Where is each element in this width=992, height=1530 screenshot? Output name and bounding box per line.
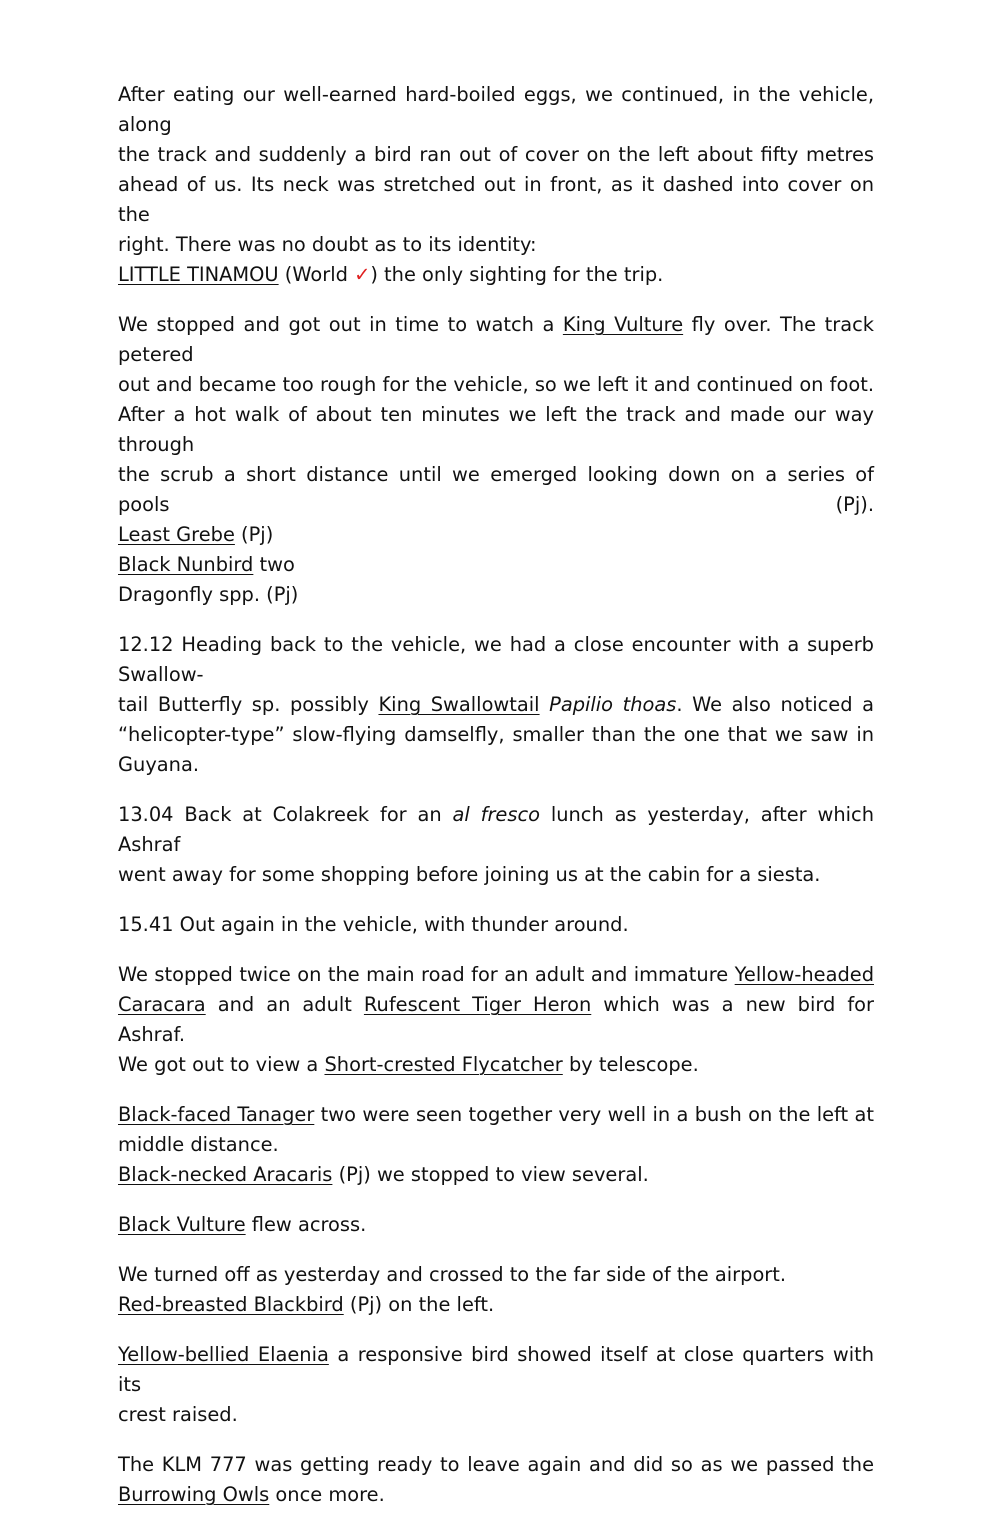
- text-line: [118, 1100, 874, 1130]
- text-line: [118, 1160, 874, 1190]
- text-line: out and became too rough for the vehicle, so we left it and continued on foot.: [118, 373, 874, 396]
- text-fragment: ) the only sighting for the trip.: [370, 263, 664, 286]
- text-line: the scrub a short distance until we emerged looking down on a series of pools (Pj).: [118, 463, 874, 516]
- text-line: We turned off as yesterday and crossed to the far side of the airport.: [118, 1263, 787, 1286]
- species-name: Short-crested Flycatcher: [324, 1053, 563, 1076]
- tick-icon: ✓: [354, 263, 371, 286]
- species-name: King Swallowtail: [378, 693, 540, 716]
- text-fragment: (Pj): [234, 523, 274, 546]
- paragraph-airport: [118, 1260, 874, 1320]
- paragraph-lunch: [118, 800, 874, 890]
- paragraph-tinamou: [118, 80, 874, 290]
- paragraph-thunder: [118, 910, 874, 940]
- text-fragment: which was a new bird for Ashraf.: [118, 993, 875, 1046]
- text-fragment: lunch as yesterday, after which Ashraf: [118, 803, 874, 856]
- species-name: Black Nunbird: [118, 553, 254, 576]
- paragraph-black-vulture: [118, 1210, 874, 1240]
- paragraph-swallowtail: [118, 630, 874, 780]
- text-fragment: We got out to view a: [118, 1053, 325, 1076]
- text-fragment: and an adult: [205, 993, 364, 1016]
- text-fragment: 13.04 Back at Colakreek for an: [118, 803, 453, 826]
- scientific-name: Papilio thoas: [549, 693, 677, 716]
- text-fragment: (World: [278, 263, 355, 286]
- text-line: “helicopter-type” slow-flying damselfly, smaller than the one that we saw in: [118, 723, 874, 746]
- text-line: [118, 550, 874, 580]
- text-line: went away for some shopping before joining us at the cabin for a siesta.: [118, 863, 821, 886]
- text-fragment: (Pj) on the left.: [343, 1293, 495, 1316]
- text-line: After a hot walk of about ten minutes we left the track and made our way through: [118, 403, 874, 456]
- text-line: [118, 1290, 874, 1320]
- text-fragment: a responsive bird showed itself at close quarters with its: [118, 1343, 874, 1396]
- species-name: Caracara: [118, 993, 206, 1016]
- text-line: Dragonfly spp. (Pj): [118, 583, 299, 606]
- text-line: [118, 520, 874, 550]
- text-line: [118, 1210, 874, 1240]
- paragraph-tanager: [118, 1100, 874, 1190]
- species-name: Yellow-headed: [734, 963, 874, 986]
- text-fragment: two were seen together very well in a bush on the left at: [314, 1103, 874, 1126]
- text-fragment: We stopped twice on the main road for an adult and immature: [118, 963, 735, 986]
- paragraph-main-road: [118, 960, 874, 1080]
- text-line: [118, 310, 874, 370]
- italic-phrase: al fresco: [452, 803, 540, 826]
- text-line: 12.12 Heading back to the vehicle, we had a close encounter with a superb Swallow-: [118, 633, 874, 686]
- text-fragment: tail Butterfly sp. possibly: [118, 693, 379, 716]
- text-fragment: flew across.: [245, 1213, 367, 1236]
- text-line: crest raised.: [118, 1403, 238, 1426]
- text-line: [118, 990, 874, 1050]
- species-name: Rufescent Tiger Heron: [363, 993, 592, 1016]
- text-line: [118, 800, 874, 860]
- text-line: 15.41 Out again in the vehicle, with thunder around.: [118, 913, 629, 936]
- text-line: [118, 1480, 874, 1510]
- paragraph-pools: [118, 310, 874, 610]
- document-page: [118, 80, 874, 1530]
- text-line: After eating our well-earned hard-boiled eggs, we continued, in the vehicle, along: [118, 83, 874, 136]
- species-name: LITTLE TINAMOU: [118, 263, 279, 286]
- text-line: right. There was no doubt as to its identity:: [118, 233, 537, 256]
- text-line: The KLM 777 was getting ready to leave again and did so as we passed the: [118, 1453, 874, 1476]
- species-name: Yellow-bellied Elaenia: [118, 1343, 329, 1366]
- text-line: [118, 960, 874, 990]
- species-name: Least Grebe: [118, 523, 235, 546]
- text-line: ahead of us. Its neck was stretched out in front, as it dashed into cover on the: [118, 173, 874, 226]
- text-fragment: . We also noticed a: [676, 693, 874, 716]
- species-name: Black-faced Tanager: [118, 1103, 315, 1126]
- text-line: [118, 690, 874, 720]
- text-fragment: once more.: [269, 1483, 385, 1506]
- text-fragment: by telescope.: [562, 1053, 699, 1076]
- species-name: King Vulture: [562, 313, 684, 336]
- species-name: Black Vulture: [118, 1213, 246, 1236]
- text-fragment: fly over. The track petered: [118, 313, 874, 366]
- text-fragment: two: [253, 553, 295, 576]
- paragraph-elaenia: [118, 1340, 874, 1430]
- text-line: [118, 1050, 874, 1080]
- text-line: Guyana.: [118, 753, 200, 776]
- text-fragment: We stopped and got out in time to watch a: [118, 313, 563, 336]
- paragraph-klm: [118, 1450, 874, 1510]
- species-name: Burrowing Owls: [118, 1483, 270, 1506]
- text-line: the track and suddenly a bird ran out of cover on the left about fifty metres: [118, 143, 874, 166]
- text-line: middle distance.: [118, 1133, 279, 1156]
- text-line: [118, 1340, 874, 1400]
- text-fragment: (Pj) we stopped to view several.: [332, 1163, 649, 1186]
- species-name: Black-necked Aracaris: [118, 1163, 333, 1186]
- text-line: [118, 260, 874, 290]
- species-name: Red-breasted Blackbird: [118, 1293, 344, 1316]
